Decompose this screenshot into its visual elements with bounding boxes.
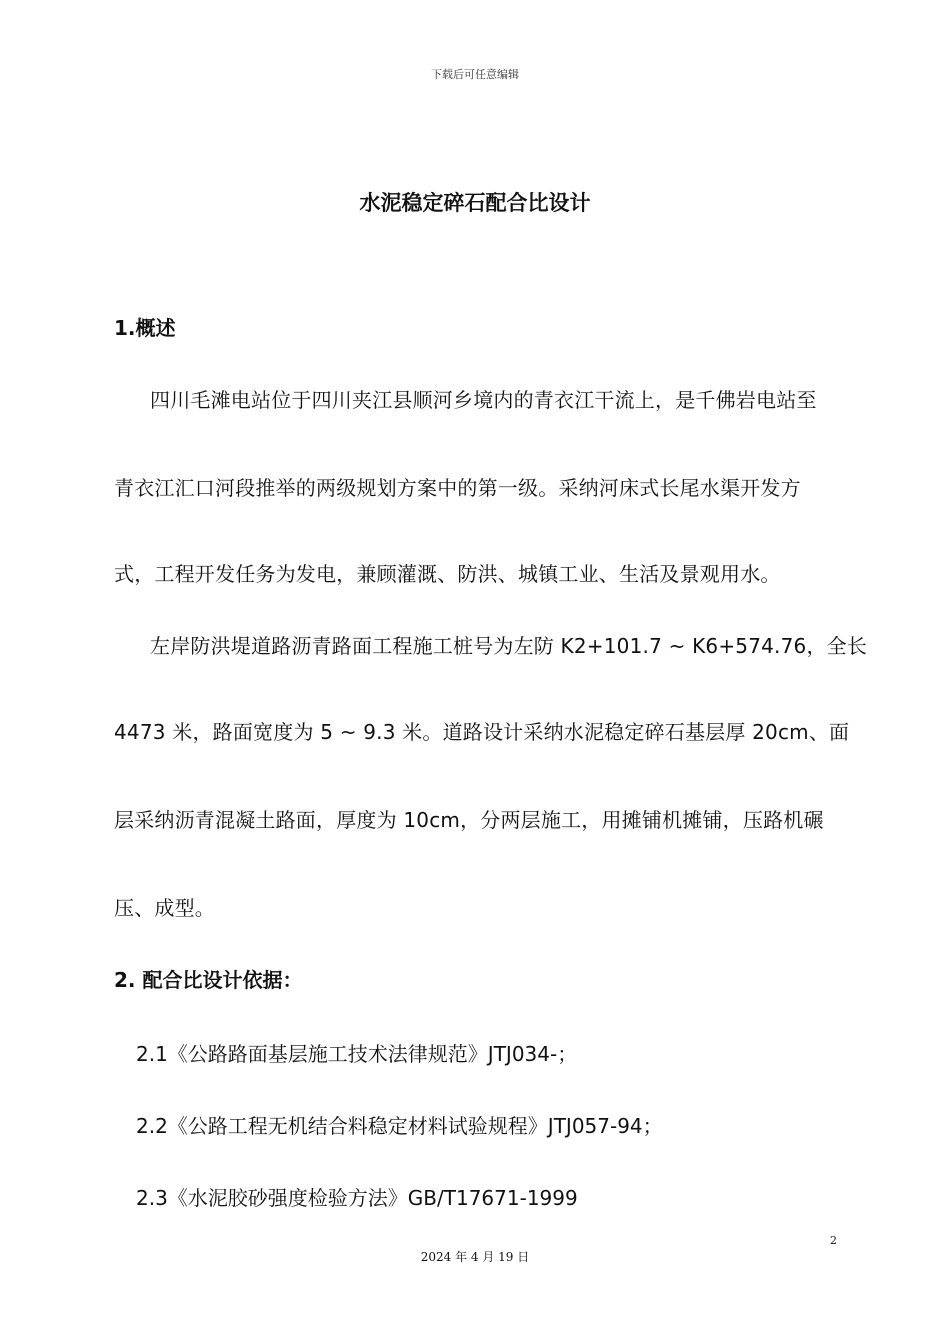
paragraph-line: 四川毛滩电站位于四川夹江县顺河乡境内的青衣江干流上，是千佛岩电站至 <box>150 388 817 412</box>
footer-date: 2024 年 4 月 19 日 <box>420 1250 530 1264</box>
reference-item: 2.3《水泥胶砂强度检验方法》GB/T17671-1999 <box>136 1186 578 1210</box>
paragraph-line: 4473 米，路面宽度为 5 ~ 9.3 米。道路设计采纳水泥稳定碎石基层厚 20cm、面 <box>114 720 850 744</box>
reference-item: 2.2《公路工程无机结合料稳定材料试验规程》JTJ057-94； <box>136 1114 663 1138</box>
document-title: 水泥稳定碎石配合比设计 <box>359 191 591 215</box>
paragraph-line: 左岸防洪堤道路沥青路面工程施工桩号为左防 K2+101.7 ~ K6+574.76，全长 <box>150 634 868 658</box>
paragraph-line: 式，工程开发任务为发电，兼顾灌溉、防洪、城镇工业、生活及景观用水。 <box>114 562 781 586</box>
header-note: 下载后可任意编辑 <box>431 68 519 81</box>
section-2-heading: 2. 配合比设计依据： <box>114 968 303 992</box>
page-number: 2 <box>830 1234 837 1247</box>
paragraph-line: 压、成型。 <box>114 896 215 920</box>
section-1-heading: 1.概述 <box>114 316 176 340</box>
paragraph-line: 层采纳沥青混凝土路面，厚度为 10cm，分两层施工，用摊铺机摊铺，压路机碾 <box>114 808 824 832</box>
reference-item: 2.1《公路路面基层施工技术法律规范》JTJ034-； <box>136 1042 578 1066</box>
paragraph-line: 青衣江汇口河段推举的两级规划方案中的第一级。采纳河床式长尾水渠开发方 <box>114 476 801 500</box>
